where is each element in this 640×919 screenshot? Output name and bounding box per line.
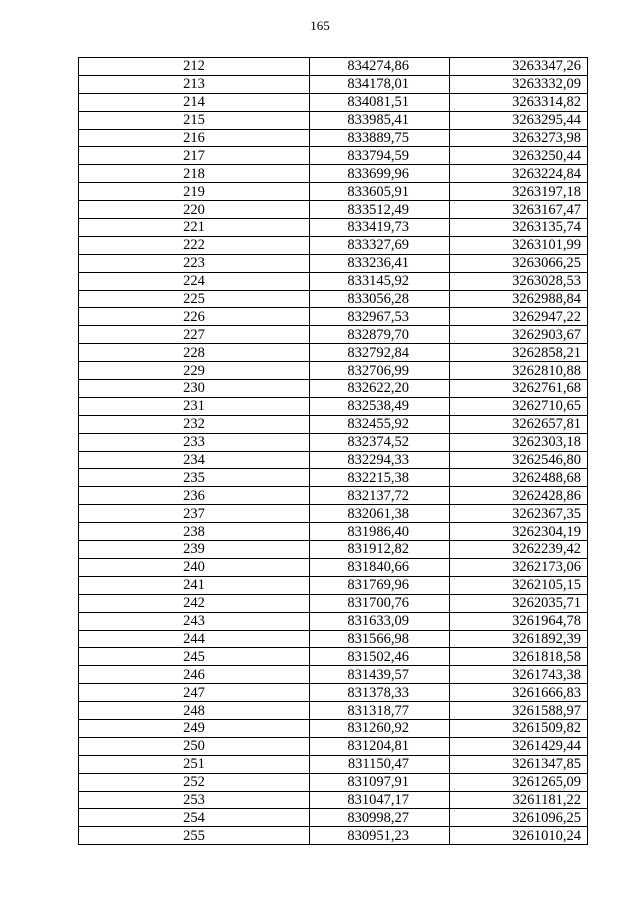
point-number-cell: 214	[79, 93, 310, 111]
point-number-cell: 245	[79, 648, 310, 666]
table-row	[79, 523, 588, 541]
point-number-cell: 235	[79, 469, 310, 487]
x-coordinate-cell: 833699,96	[310, 165, 450, 183]
y-coordinate-cell: 3261818,58	[450, 648, 588, 666]
point-number-cell: 234	[79, 451, 310, 469]
y-coordinate-cell: 3263332,09	[450, 75, 588, 93]
x-coordinate-cell: 832294,33	[310, 451, 450, 469]
x-coordinate-cell: 832061,38	[310, 505, 450, 523]
y-coordinate-cell: 3262761,68	[450, 380, 588, 398]
point-number-cell: 250	[79, 737, 310, 755]
y-coordinate-cell: 3262903,67	[450, 326, 588, 344]
table-row	[79, 129, 588, 147]
table-row	[79, 111, 588, 129]
x-coordinate-cell: 831150,47	[310, 755, 450, 773]
table-row	[79, 737, 588, 755]
y-coordinate-cell: 3261347,85	[450, 755, 588, 773]
y-coordinate-cell: 3262710,65	[450, 397, 588, 415]
x-coordinate-cell: 831097,91	[310, 773, 450, 791]
y-coordinate-cell: 3261181,22	[450, 791, 588, 809]
point-number-cell: 238	[79, 523, 310, 541]
point-number-cell: 254	[79, 809, 310, 827]
table-row	[79, 451, 588, 469]
x-coordinate-cell: 831769,96	[310, 576, 450, 594]
x-coordinate-cell: 831439,57	[310, 666, 450, 684]
table-row	[79, 219, 588, 237]
point-number-cell: 223	[79, 254, 310, 272]
x-coordinate-cell: 832215,38	[310, 469, 450, 487]
point-number-cell: 219	[79, 183, 310, 201]
table-row	[79, 541, 588, 559]
point-number-cell: 249	[79, 719, 310, 737]
y-coordinate-cell: 3261265,09	[450, 773, 588, 791]
x-coordinate-cell: 831566,98	[310, 630, 450, 648]
x-coordinate-cell: 832706,99	[310, 362, 450, 380]
y-coordinate-cell: 3263250,44	[450, 147, 588, 165]
x-coordinate-cell: 834081,51	[310, 93, 450, 111]
table-row	[79, 308, 588, 326]
table-row	[79, 147, 588, 165]
point-number-cell: 231	[79, 397, 310, 415]
x-coordinate-cell: 833236,41	[310, 254, 450, 272]
table-row	[79, 415, 588, 433]
x-coordinate-cell: 833145,92	[310, 272, 450, 290]
table-row	[79, 380, 588, 398]
x-coordinate-cell: 833985,41	[310, 111, 450, 129]
table-row	[79, 254, 588, 272]
y-coordinate-cell: 3261892,39	[450, 630, 588, 648]
y-coordinate-cell: 3261666,83	[450, 684, 588, 702]
x-coordinate-cell: 831318,77	[310, 702, 450, 720]
point-number-cell: 239	[79, 541, 310, 559]
point-number-cell: 232	[79, 415, 310, 433]
x-coordinate-cell: 832792,84	[310, 344, 450, 362]
x-coordinate-cell: 833056,28	[310, 290, 450, 308]
x-coordinate-cell: 831912,82	[310, 541, 450, 559]
point-number-cell: 237	[79, 505, 310, 523]
point-number-cell: 218	[79, 165, 310, 183]
point-number-cell: 233	[79, 433, 310, 451]
table-row	[79, 505, 588, 523]
y-coordinate-cell: 3263197,18	[450, 183, 588, 201]
point-number-cell: 242	[79, 594, 310, 612]
point-number-cell: 255	[79, 827, 310, 845]
table-row	[79, 272, 588, 290]
y-coordinate-cell: 3261010,24	[450, 827, 588, 845]
x-coordinate-cell: 834274,86	[310, 58, 450, 76]
table-row	[79, 791, 588, 809]
y-coordinate-cell: 3262239,42	[450, 541, 588, 559]
x-coordinate-cell: 831986,40	[310, 523, 450, 541]
y-coordinate-cell: 3263066,25	[450, 254, 588, 272]
x-coordinate-cell: 831840,66	[310, 558, 450, 576]
table-row	[79, 576, 588, 594]
point-number-cell: 241	[79, 576, 310, 594]
y-coordinate-cell: 3263295,44	[450, 111, 588, 129]
table-row	[79, 397, 588, 415]
point-number-cell: 248	[79, 702, 310, 720]
point-number-cell: 244	[79, 630, 310, 648]
table-row	[79, 594, 588, 612]
point-number-cell: 217	[79, 147, 310, 165]
x-coordinate-cell: 832137,72	[310, 487, 450, 505]
table-row	[79, 93, 588, 111]
y-coordinate-cell: 3262947,22	[450, 308, 588, 326]
y-coordinate-cell: 3261588,97	[450, 702, 588, 720]
y-coordinate-cell: 3263273,98	[450, 129, 588, 147]
table-row	[79, 433, 588, 451]
x-coordinate-cell: 831260,92	[310, 719, 450, 737]
table-row	[79, 630, 588, 648]
point-number-cell: 229	[79, 362, 310, 380]
y-coordinate-cell: 3262546,80	[450, 451, 588, 469]
y-coordinate-cell: 3263167,47	[450, 201, 588, 219]
table-row	[79, 469, 588, 487]
table-row	[79, 58, 588, 76]
x-coordinate-cell: 830951,23	[310, 827, 450, 845]
point-number-cell: 243	[79, 612, 310, 630]
point-number-cell: 226	[79, 308, 310, 326]
x-coordinate-cell: 831700,76	[310, 594, 450, 612]
y-coordinate-cell: 3263028,53	[450, 272, 588, 290]
point-number-cell: 236	[79, 487, 310, 505]
y-coordinate-cell: 3262303,18	[450, 433, 588, 451]
y-coordinate-cell: 3262035,71	[450, 594, 588, 612]
y-coordinate-cell: 3262657,81	[450, 415, 588, 433]
x-coordinate-cell: 833419,73	[310, 219, 450, 237]
point-number-cell: 213	[79, 75, 310, 93]
table-row	[79, 183, 588, 201]
y-coordinate-cell: 3261429,44	[450, 737, 588, 755]
table-row	[79, 487, 588, 505]
y-coordinate-cell: 3262858,21	[450, 344, 588, 362]
table-row	[79, 201, 588, 219]
x-coordinate-cell: 831502,46	[310, 648, 450, 666]
y-coordinate-cell: 3261509,82	[450, 719, 588, 737]
table-row	[79, 773, 588, 791]
x-coordinate-cell: 832374,52	[310, 433, 450, 451]
point-number-cell: 212	[79, 58, 310, 76]
y-coordinate-cell: 3261096,25	[450, 809, 588, 827]
table-row	[79, 165, 588, 183]
table-row	[79, 719, 588, 737]
table-row	[79, 290, 588, 308]
x-coordinate-cell: 830998,27	[310, 809, 450, 827]
point-number-cell: 228	[79, 344, 310, 362]
coordinates-table-body	[79, 58, 588, 845]
table-row	[79, 702, 588, 720]
y-coordinate-cell: 3263347,26	[450, 58, 588, 76]
x-coordinate-cell: 834178,01	[310, 75, 450, 93]
point-number-cell: 246	[79, 666, 310, 684]
x-coordinate-cell: 831204,81	[310, 737, 450, 755]
y-coordinate-cell: 3262810,88	[450, 362, 588, 380]
y-coordinate-cell: 3262428,86	[450, 487, 588, 505]
point-number-cell: 251	[79, 755, 310, 773]
table-row	[79, 344, 588, 362]
point-number-cell: 247	[79, 684, 310, 702]
y-coordinate-cell: 3262988,84	[450, 290, 588, 308]
y-coordinate-cell: 3262488,68	[450, 469, 588, 487]
point-number-cell: 227	[79, 326, 310, 344]
point-number-cell: 220	[79, 201, 310, 219]
x-coordinate-cell: 832879,70	[310, 326, 450, 344]
table-row	[79, 666, 588, 684]
x-coordinate-cell: 832538,49	[310, 397, 450, 415]
y-coordinate-cell: 3261743,38	[450, 666, 588, 684]
table-row	[79, 558, 588, 576]
table-row	[79, 612, 588, 630]
y-coordinate-cell: 3262304,19	[450, 523, 588, 541]
point-number-cell: 225	[79, 290, 310, 308]
table-row	[79, 648, 588, 666]
point-number-cell: 253	[79, 791, 310, 809]
x-coordinate-cell: 833327,69	[310, 236, 450, 254]
table-row	[79, 755, 588, 773]
x-coordinate-cell: 832967,53	[310, 308, 450, 326]
y-coordinate-cell: 3263224,84	[450, 165, 588, 183]
y-coordinate-cell: 3261964,78	[450, 612, 588, 630]
point-number-cell: 230	[79, 380, 310, 398]
table-row	[79, 236, 588, 254]
table-row	[79, 75, 588, 93]
x-coordinate-cell: 831047,17	[310, 791, 450, 809]
point-number-cell: 221	[79, 219, 310, 237]
point-number-cell: 224	[79, 272, 310, 290]
x-coordinate-cell: 833605,91	[310, 183, 450, 201]
point-number-cell: 252	[79, 773, 310, 791]
x-coordinate-cell: 831633,09	[310, 612, 450, 630]
x-coordinate-cell: 833889,75	[310, 129, 450, 147]
table-row	[79, 827, 588, 845]
table-row	[79, 684, 588, 702]
point-number-cell: 215	[79, 111, 310, 129]
coordinates-table	[78, 57, 588, 845]
table-row	[79, 326, 588, 344]
table-row	[79, 809, 588, 827]
x-coordinate-cell: 832622,20	[310, 380, 450, 398]
y-coordinate-cell: 3263135,74	[450, 219, 588, 237]
y-coordinate-cell: 3262367,35	[450, 505, 588, 523]
point-number-cell: 216	[79, 129, 310, 147]
y-coordinate-cell: 3262173,06	[450, 558, 588, 576]
point-number-cell: 222	[79, 236, 310, 254]
y-coordinate-cell: 3263314,82	[450, 93, 588, 111]
y-coordinate-cell: 3263101,99	[450, 236, 588, 254]
x-coordinate-cell: 833794,59	[310, 147, 450, 165]
table-row	[79, 362, 588, 380]
point-number-cell: 240	[79, 558, 310, 576]
page-number: 165	[310, 18, 330, 33]
x-coordinate-cell: 831378,33	[310, 684, 450, 702]
y-coordinate-cell: 3262105,15	[450, 576, 588, 594]
x-coordinate-cell: 832455,92	[310, 415, 450, 433]
x-coordinate-cell: 833512,49	[310, 201, 450, 219]
